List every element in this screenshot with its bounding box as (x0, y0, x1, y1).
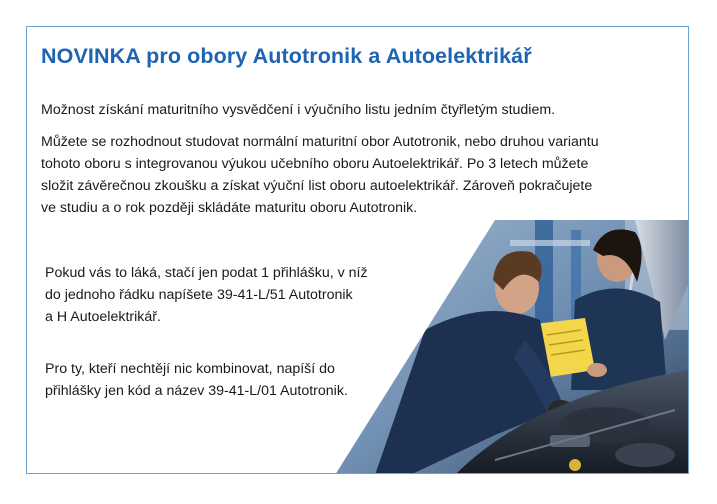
description-line: ve studiu a o rok později skládáte maturitu oboru Autotronik. (41, 200, 418, 216)
mechanics-photo (335, 220, 689, 474)
description-line: složit závěrečnou zkoušku a získat výuční list oboru autoelektrikář. Zároveň pokračujete (41, 178, 593, 194)
info-card (26, 26, 689, 474)
application-line: Pokud vás to láká, stačí jen podat 1 přihlášku, v níž (45, 265, 368, 281)
description-line: tohoto oboru s integrovanou výukou učebního oboru Autoelektrikář. Po 3 letech můžete (41, 156, 589, 172)
page-title: NOVINKA pro obory Autotronik a Autoelektrikář (41, 44, 532, 68)
description-line: Můžete se rozhodnout studovat normální maturitní obor Autotronik, nebo druhou variantu (41, 134, 599, 150)
single-program-line: Pro ty, kteří nechtějí nic kombinovat, napíší do (45, 361, 335, 377)
single-program-line: přihlášky jen kód a název 39-41-L/01 Autotronik. (45, 383, 348, 399)
description-paragraph (41, 131, 681, 219)
application-paragraph (45, 262, 368, 328)
application-line: a H Autoelektrikář. (45, 309, 161, 325)
application-line: do jednoho řádku napíšete 39-41-L/51 Autotronik (45, 287, 353, 303)
single-program-paragraph (45, 358, 348, 402)
intro-paragraph: Možnost získání maturitního vysvědčení i výučního listu jedním čtyřletým studiem. (41, 102, 556, 118)
